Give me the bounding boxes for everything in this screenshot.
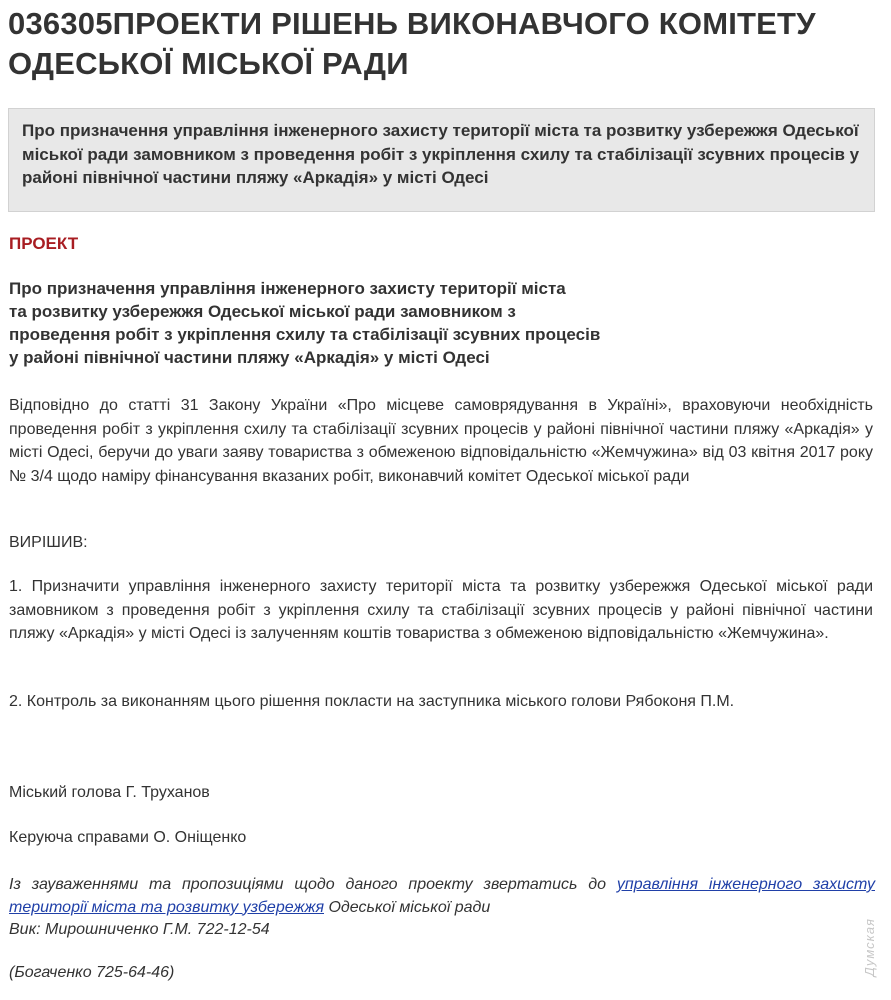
signature-mayor: Міський голова Г. Труханов	[9, 784, 210, 801]
footer-contacts	[9, 874, 875, 942]
decision-item-1: 1. Призначити управління інженерного захисту території міста та розвитку узбережжя Одеської міської ради замовником з проведення робіт з укріплення схилу та стабілізації зсувних процесів у районі північної частини пляжу «Аркадія» у місті Одесі із залученням коштів товариства з обмеженою відповідальністю «Жемчужина».	[9, 578, 873, 642]
contact-primary: Вик: Мирошниченко Г.М. 722-12-54	[9, 921, 270, 938]
department-link[interactable]: управління інженерного захисту території міста та розвитку узбережжя	[9, 876, 875, 916]
watermark: Думская	[862, 918, 877, 977]
page-title: 036305ПРОЕКТИ РІШЕНЬ ВИКОНАВЧОГО КОМІТЕТУ ОДЕСЬКОЇ МІСЬКОЇ РАДИ	[8, 6, 816, 81]
footer-prefix: Із зауваженнями та пропозиціями щодо даного проекту звертатись до	[9, 876, 607, 893]
document-title-line: Про призначення управління інженерного захисту території міста	[9, 279, 566, 298]
intro-paragraph: Відповідно до статті 31 Закону України «Про місцеве самоврядування в Україні», враховуючи необхідність проведення робіт з укріплення схилу та стабілізації зсувних процесів у районі північної частини пляжу «Аркадія» у місті Одесі, беручи до уваги заяву товариства з обмеженою відповідальністю «Жемчужина» від 03 квітня 2017 року № 3/4 щодо наміру фінансування вказаних робіт, виконавчий комітет Одеської міської ради	[9, 397, 873, 485]
decision-item-2: 2. Контроль за виконанням цього рішення покласти на заступника міського голови Рябоконя П.М.	[9, 693, 735, 710]
document-title-line: проведення робіт з укріплення схилу та стабілізації зсувних процесів	[9, 325, 601, 344]
summary-box: Про призначення управління інженерного захисту території міста та розвитку узбережжя Одеської міської ради замовником з проведення робіт з укріплення схилу та стабілізації зсувних процесів у районі північної частини пляжу «Аркадія» у місті Одесі	[8, 108, 875, 212]
document-title-line: та розвитку узбережжя Одеської міської ради замовником з	[9, 302, 516, 321]
document-title-line: у районі північної частини пляжу «Аркадія» у місті Одесі	[9, 348, 490, 367]
document-title	[9, 277, 869, 369]
project-label: ПРОЕКТ	[9, 234, 79, 253]
signature-manager: Керуюча справами О. Оніщенко	[9, 829, 247, 846]
contact-secondary: (Богаченко 725-64-46)	[9, 964, 175, 981]
footer-suffix: Одеської міської ради	[328, 898, 491, 916]
decided-label: ВИРІШИВ:	[9, 534, 88, 551]
